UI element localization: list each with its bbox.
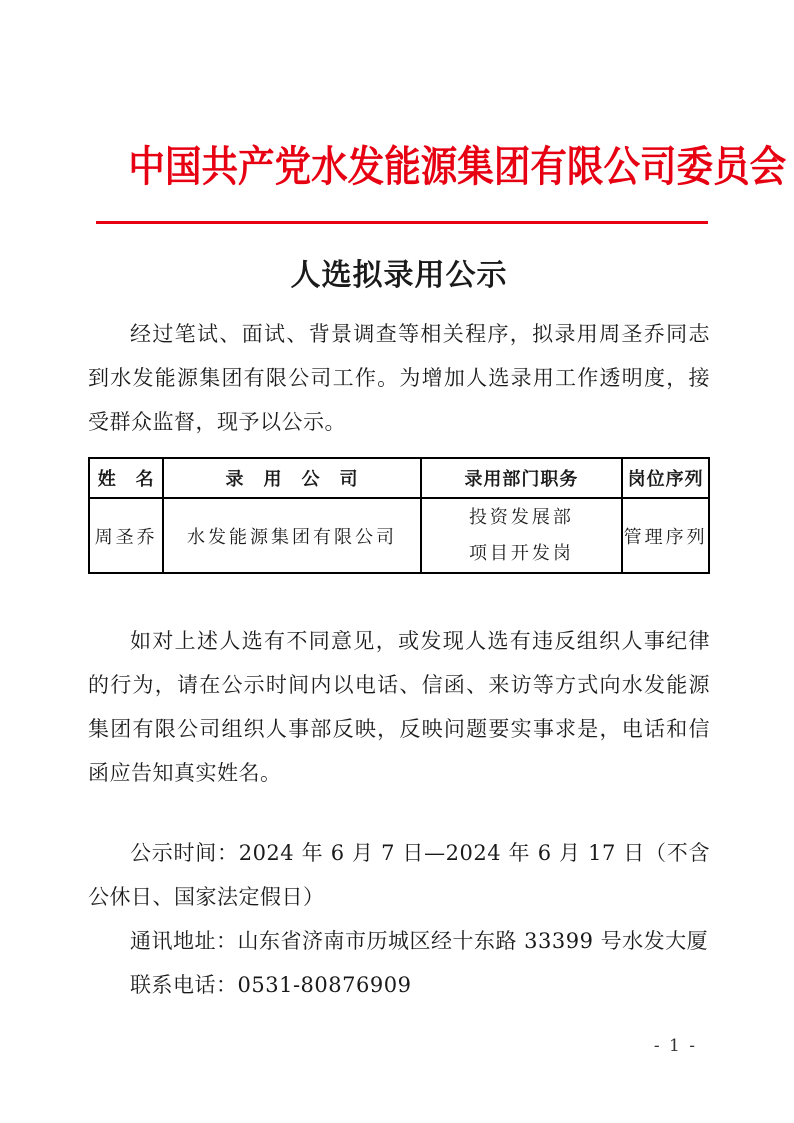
cell-company: 水发能源集团有限公司 (163, 498, 420, 573)
red-divider-rule (96, 221, 708, 224)
cell-department (421, 498, 623, 573)
header-name: 姓 名 (89, 458, 163, 498)
department-line-1: 投资发展部 (468, 506, 574, 528)
header-company: 录 用 公 司 (163, 458, 420, 498)
objection-paragraph: 如对上述人选有不同意见，或发现人选有违反组织人事纪律的行为，请在公示时间内以电话、信函、来访等方式向水发能源集团有限公司组织人事部反映，反映问题要实事求是，电话和信函应告知真实姓名。 (88, 629, 710, 785)
page-content (88, 0, 787, 1007)
contact-phone-line: 联系电话：0531-80876909 (130, 973, 412, 997)
hire-announcement-table (88, 457, 710, 574)
cell-series: 管理序列 (622, 498, 709, 573)
document-title: 人选拟录用公示 (290, 258, 508, 293)
table-row (89, 498, 709, 573)
cell-candidate-name: 周圣乔 (89, 498, 163, 573)
intro-paragraph: 经过笔试、面试、背景调查等相关程序，拟录用周圣乔同志到水发能源集团有限公司工作。为增加人选录用工作透明度，接受群众监督，现予以公示。 (88, 322, 710, 434)
notice-period-line: 公示时间：2024 年 6 月 7 日—2024 年 6 月 17 日（不含公休日、国家法定假日） (88, 841, 710, 909)
table-header-row (89, 458, 709, 498)
department-line-2: 项目开发岗 (468, 542, 574, 564)
page-number: - 1 - (653, 1036, 697, 1056)
contact-address-line: 通讯地址：山东省济南市历城区经十东路 33399 号水发大厦 (130, 929, 709, 953)
header-series: 岗位序列 (622, 458, 709, 498)
letterhead-org-title: 中国共产党水发能源集团有限公司委员会 (128, 142, 787, 191)
header-department: 录用部门职务 (421, 458, 623, 498)
